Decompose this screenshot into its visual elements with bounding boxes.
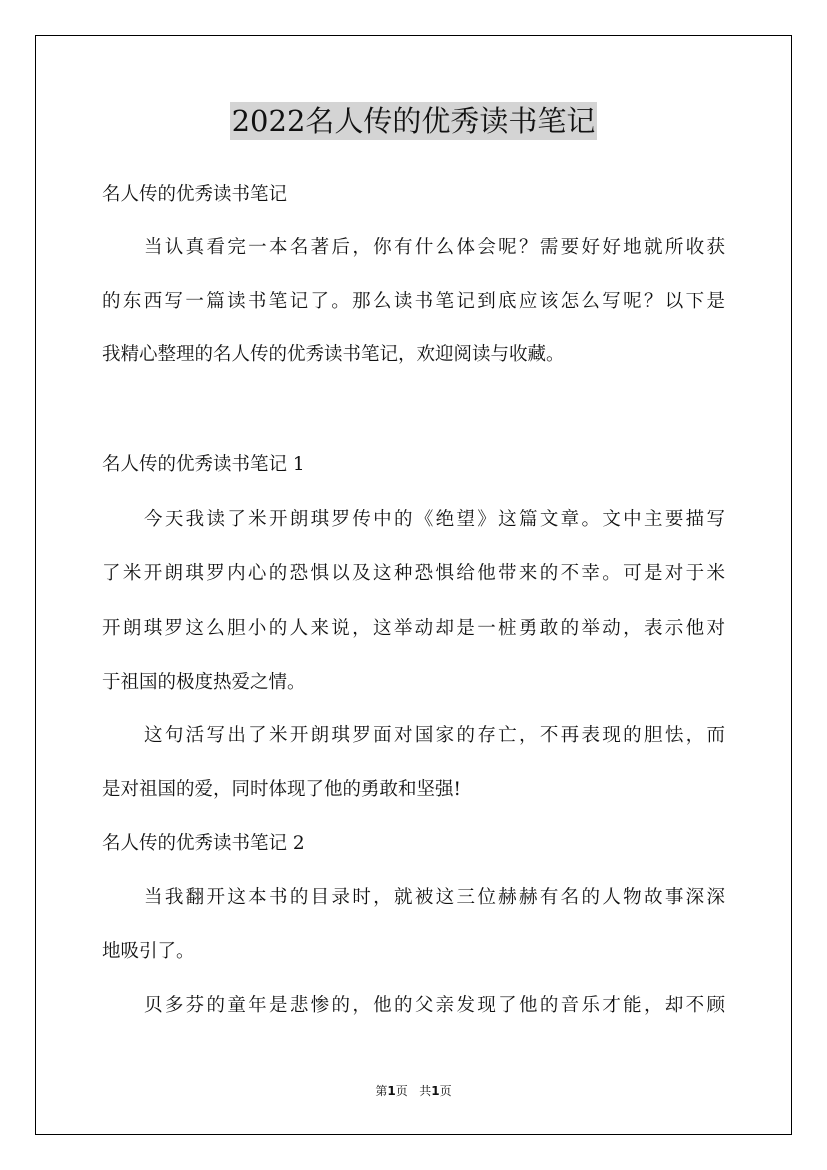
page-footer [0, 1083, 827, 1099]
section-1-paragraph-1-line-2: 了米开朗琪罗内心的恐惧以及这种恐惧给他带来的不幸。可是对于米 [102, 563, 725, 584]
section-2-paragraph-1-line-1: 当我翻开这本书的目录时，就被这三位赫赫有名的人物故事深深 [144, 887, 725, 908]
intro-heading: 名人传的优秀读书笔记 [102, 184, 288, 205]
intro-line-3: 我精心整理的名人传的优秀读书笔记，欢迎阅读与收藏。 [102, 344, 565, 365]
section-2-heading: 名人传的优秀读书笔记 2 [102, 833, 305, 854]
total-unit: 页 [439, 1084, 452, 1098]
section-2-paragraph-2-line-1: 贝多芬的童年是悲惨的，他的父亲发现了他的音乐才能，却不顾 [144, 995, 725, 1016]
section-1-paragraph-2-line-1: 这句活写出了米开朗琪罗面对国家的存亡，不再表现的胆怯，而 [144, 725, 725, 746]
section-1-paragraph-1-line-3: 开朗琪罗这么胆小的人来说，这举动却是一桩勇敢的举动，表示他对 [102, 618, 725, 639]
section-1-paragraph-1-line-1: 今天我读了米开朗琪罗传中的《绝望》这篇文章。文中主要描写 [144, 509, 725, 530]
section-2-paragraph-1-line-2: 地吸引了。 [102, 941, 195, 962]
section-1-paragraph-2-line-2: 是对祖国的爱，同时体现了他的勇敢和坚强! [102, 779, 461, 800]
page-prefix: 第 [375, 1084, 388, 1098]
intro-line-1: 当认真看完一本名著后，你有什么体会呢？需要好好地就所收获 [144, 237, 725, 258]
document-title [0, 96, 827, 146]
page-current: 1 [387, 1084, 396, 1098]
page-unit: 页 [395, 1084, 408, 1098]
document-title-text: 2022名人传的优秀读书笔记 [231, 104, 596, 138]
total-prefix: 共 [419, 1084, 432, 1098]
intro-line-2: 的东西写一篇读书笔记了。那么读书笔记到底应该怎么写呢？以下是 [102, 291, 725, 312]
section-1-paragraph-1-line-4: 于祖国的极度热爱之情。 [102, 672, 306, 693]
page-total: 1 [431, 1084, 440, 1098]
section-1-heading: 名人传的优秀读书笔记 1 [102, 454, 305, 475]
